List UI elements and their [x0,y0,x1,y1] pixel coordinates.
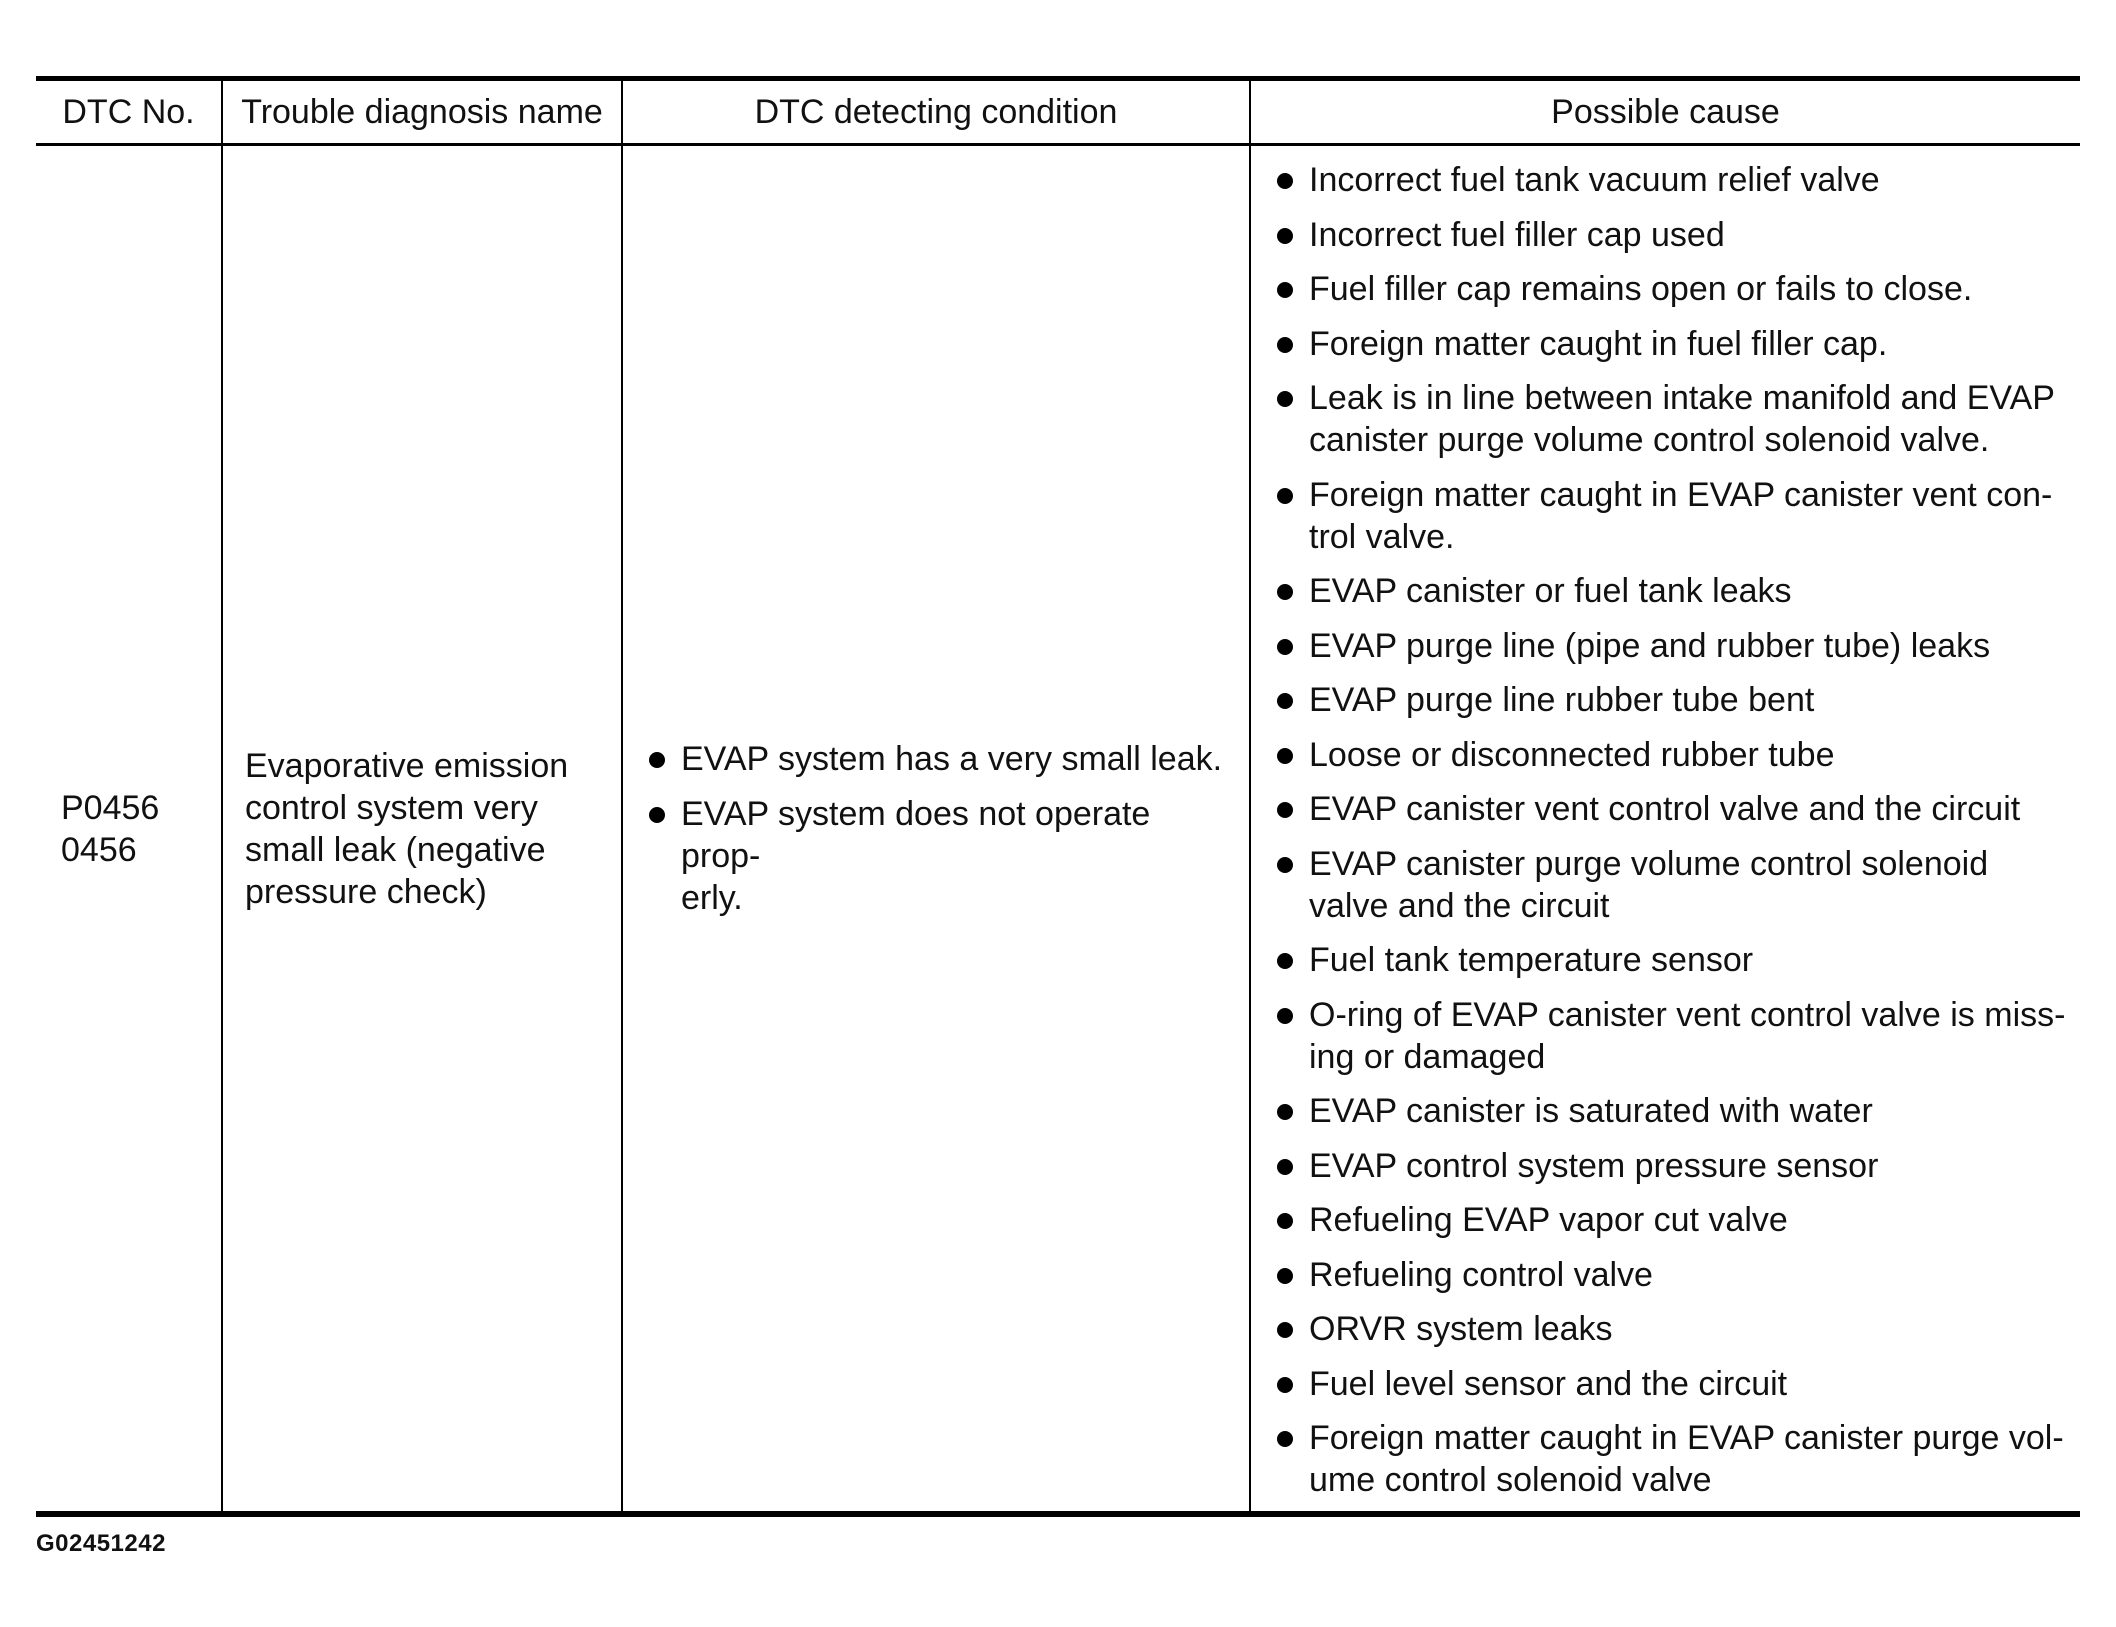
cause-item [1275,625,2066,667]
cause-item-text: valve and the circuit [1309,886,1610,925]
bullet-icon [1277,282,1293,298]
bullet-icon [1277,1322,1293,1338]
cause-item-text: Incorrect fuel tank vacuum relief valve [1309,161,1880,199]
condition-item-text: EVAP system has a very small leak. [681,740,1223,779]
detecting-condition-cell [622,145,1250,1515]
cause-item-text: EVAP purge line (pipe and rubber tube) leaks [1309,626,1991,665]
cause-item [1275,1145,2066,1187]
cause-item-text: Foreign matter caught in EVAP canister purge vol- [1309,1419,2064,1457]
bullet-icon [1277,1268,1293,1284]
cause-item [1275,1363,2066,1405]
possible-cause-cell [1250,145,2080,1515]
bullet-icon [1277,584,1293,600]
bullet-icon [1277,857,1293,873]
cause-item-text: EVAP canister purge volume control solenoid [1309,844,1989,883]
cause-item [1275,268,2066,310]
cause-item-text: Refueling control valve [1309,1255,1653,1294]
diagnosis-name-line: control system very [245,788,538,827]
cause-item [1275,1254,2066,1296]
cause-item [1275,159,2066,201]
bullet-icon [1277,391,1293,407]
cause-item-text: Foreign matter caught in EVAP canister vent con- [1309,475,2053,514]
condition-item [647,738,1237,780]
condition-item-text: erly. [681,878,743,917]
bullet-icon [1277,337,1293,353]
figure-id: G02451242 [36,1530,166,1557]
cause-item [1275,939,2066,981]
cause-item [1275,843,2066,927]
bullet-icon [1277,1159,1293,1175]
cause-item-text: O-ring of EVAP canister vent control valve is miss- [1309,995,2066,1034]
cause-item [1275,474,2066,558]
header-dtc-detecting-condition: DTC detecting condition [622,79,1250,145]
table-row [36,145,2080,1515]
bullet-icon [1277,693,1293,709]
diagnosis-name-line: pressure check) [245,872,487,911]
possible-cause-list [1275,159,2066,1501]
bullet-icon [1277,1213,1293,1229]
header-trouble-diagnosis-name: Trouble diagnosis name [222,79,622,145]
cause-item-text: Fuel level sensor and the circuit [1309,1364,1788,1403]
cause-item [1275,1308,2066,1350]
bullet-icon [1277,228,1293,244]
cause-item [1275,214,2066,256]
diagnosis-name-line: small leak (negative [245,830,546,869]
dtc-table-container [36,76,2080,1517]
dtc-table [36,76,2080,1517]
cause-item-text: canister purge volume control solenoid valve. [1309,421,1990,459]
table-header-row [36,79,2080,145]
cause-item-text: Fuel tank temperature sensor [1309,941,1754,979]
cause-item-text: Fuel filler cap remains open or fails to close. [1309,270,1973,308]
cause-item-text: Refueling EVAP vapor cut valve [1309,1201,1788,1239]
bullet-icon [1277,748,1293,764]
diagnosis-name-line: Evaporative emission [245,746,569,785]
cause-item-text: ume control solenoid valve [1309,1461,1712,1499]
cause-item [1275,1199,2066,1241]
bullet-icon [649,807,665,823]
bullet-icon [1277,1431,1293,1447]
cause-item-text: EVAP control system pressure sensor [1309,1146,1879,1185]
detecting-condition-list [647,738,1237,919]
bullet-icon [1277,1104,1293,1120]
cause-item [1275,1090,2066,1132]
cause-item [1275,788,2066,830]
cause-item-text: trol valve. [1309,517,1455,556]
cause-item-text: EVAP canister is saturated with water [1309,1092,1873,1130]
cause-item [1275,570,2066,612]
cause-item [1275,323,2066,365]
bullet-icon [1277,639,1293,655]
bullet-icon [649,752,665,768]
bullet-icon [1277,1008,1293,1024]
cause-item [1275,734,2066,776]
cause-item [1275,679,2066,721]
bullet-icon [1277,802,1293,818]
cause-item [1275,377,2066,461]
condition-item [647,793,1237,919]
bullet-icon [1277,953,1293,969]
cause-item-text: ing or damaged [1309,1037,1546,1076]
cause-item-text: EVAP purge line rubber tube bent [1309,681,1815,719]
condition-item-text: EVAP system does not operate prop- [681,794,1151,875]
cause-item-text: Incorrect fuel filler cap used [1309,215,1725,254]
cause-item [1275,1417,2066,1501]
cause-item-text: EVAP canister or fuel tank leaks [1309,572,1792,610]
cause-item-text: ORVR system leaks [1309,1310,1613,1348]
header-possible-cause: Possible cause [1250,79,2080,145]
cause-item-text: EVAP canister vent control valve and the circuit [1309,790,2021,828]
header-dtc-no: DTC No. [62,93,195,131]
dtc-number-cell [36,145,222,1515]
trouble-diagnosis-name-cell [222,145,622,1515]
cause-item-text: Loose or disconnected rubber tube [1309,735,1835,774]
bullet-icon [1277,173,1293,189]
dtc-code: P0456 [61,788,160,827]
cause-item [1275,994,2066,1078]
bullet-icon [1277,1377,1293,1393]
cause-item-text: Leak is in line between intake manifold and EVAP [1309,379,2055,417]
dtc-code-short: 0456 [61,830,137,869]
bullet-icon [1277,488,1293,504]
cause-item-text: Foreign matter caught in fuel filler cap. [1309,324,1888,363]
